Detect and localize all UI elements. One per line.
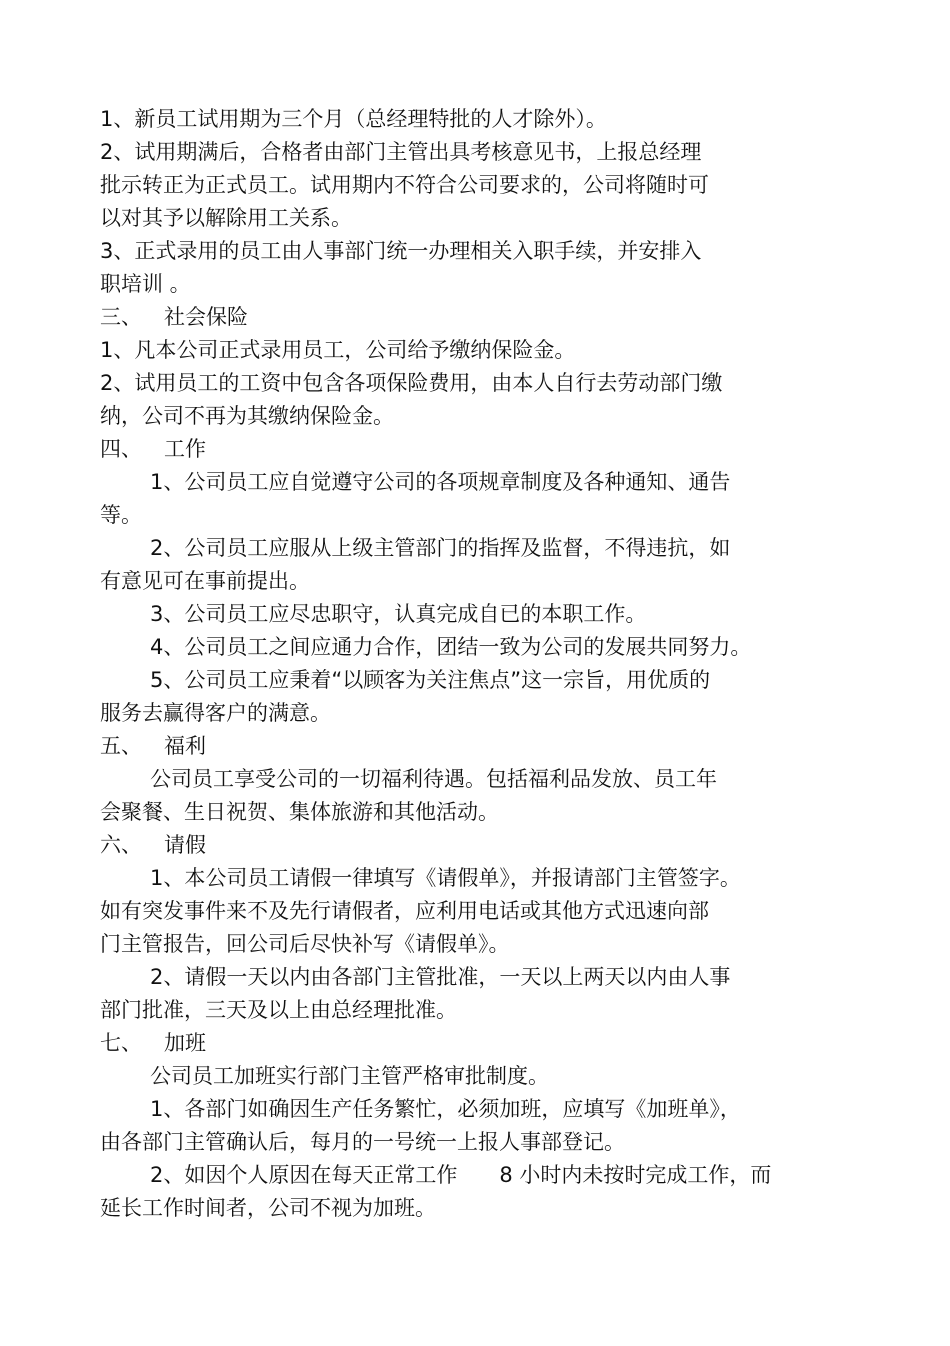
- paragraph-line: 1、新员工试用期为三个月（总经理特批的人才除外）。: [100, 107, 607, 131]
- paragraph-line: 等。: [100, 503, 142, 527]
- paragraph-line: 2、请假一天以内由各部门主管批准，一天以上两天以内由人事: [150, 965, 731, 989]
- section-title: 福利: [164, 734, 206, 758]
- paragraph-line: 公司员工加班实行部门主管严格审批制度。: [150, 1064, 549, 1088]
- paragraph-line: 纳，公司不再为其缴纳保险金。: [100, 404, 394, 428]
- paragraph-line: 批示转正为正式员工。试用期内不符合公司要求的，公司将随时可: [100, 173, 709, 197]
- section-heading: [100, 1027, 840, 1060]
- section-number: 三、: [100, 305, 142, 329]
- paragraph-line: 1、本公司员工请假一律填写《请假单》，并报请部门主管签字。: [150, 866, 741, 890]
- document-body: [100, 103, 840, 1225]
- section-heading: [100, 730, 840, 763]
- section-title: 社会保险: [164, 305, 248, 329]
- paragraph-line: 有意见可在事前提出。: [100, 569, 310, 593]
- section-number: 五、: [100, 734, 142, 758]
- paragraph-line: 1、凡本公司正式录用员工，公司给予缴纳保险金。: [100, 338, 576, 362]
- paragraph-line: 门主管报告，回公司后尽快补写《请假单》。: [100, 932, 510, 956]
- paragraph-line: 2、如因个人原因在每天正常工作 8 小时内未按时完成工作，而: [150, 1163, 772, 1187]
- section-title: 加班: [164, 1031, 206, 1055]
- paragraph-line: 以对其予以解除用工关系。: [100, 206, 352, 230]
- paragraph-line: 会聚餐、生日祝贺、集体旅游和其他活动。: [100, 800, 499, 824]
- paragraph-line: 2、试用期满后，合格者由部门主管出具考核意见书，上报总经理: [100, 140, 702, 164]
- section-title: 请假: [164, 833, 206, 857]
- paragraph-line: 职培训 。: [100, 272, 191, 296]
- paragraph-line: 2、试用员工的工资中包含各项保险费用，由本人自行去劳动部门缴: [100, 371, 723, 395]
- section-number: 六、: [100, 833, 142, 857]
- section-title: 工作: [164, 437, 206, 461]
- paragraph-line: 1、各部门如确因生产任务繁忙，必须加班，应填写《加班单》，: [150, 1097, 741, 1121]
- paragraph-line: 1、公司员工应自觉遵守公司的各项规章制度及各种通知、通告: [150, 470, 731, 494]
- paragraph-line: 延长工作时间者，公司不视为加班。: [100, 1196, 436, 1220]
- paragraph-line: 3、正式录用的员工由人事部门统一办理相关入职手续，并安排入: [100, 239, 702, 263]
- paragraph-line: 公司员工享受公司的一切福利待遇。包括福利品发放、员工年: [150, 767, 717, 791]
- paragraph-line: 部门批准，三天及以上由总经理批准。: [100, 998, 457, 1022]
- paragraph-line: 如有突发事件来不及先行请假者，应利用电话或其他方式迅速向部: [100, 899, 709, 923]
- paragraph-line: 服务去赢得客户的满意。: [100, 701, 331, 725]
- section-number: 七、: [100, 1031, 142, 1055]
- paragraph-line: 5、公司员工应秉着“以顾客为关注焦点”这一宗旨，用优质的: [150, 668, 711, 692]
- section-heading: [100, 829, 840, 862]
- section-heading: [100, 433, 840, 466]
- paragraph-line: 2、公司员工应服从上级主管部门的指挥及监督，不得违抗，如: [150, 536, 731, 560]
- paragraph-line: 由各部门主管确认后，每月的一号统一上报人事部登记。: [100, 1130, 625, 1154]
- section-heading: [100, 301, 840, 334]
- paragraph-line: 4、公司员工之间应通力合作，团结一致为公司的发展共同努力。: [150, 635, 752, 659]
- section-number: 四、: [100, 437, 142, 461]
- paragraph-line: 3、公司员工应尽忠职守，认真完成自已的本职工作。: [150, 602, 647, 626]
